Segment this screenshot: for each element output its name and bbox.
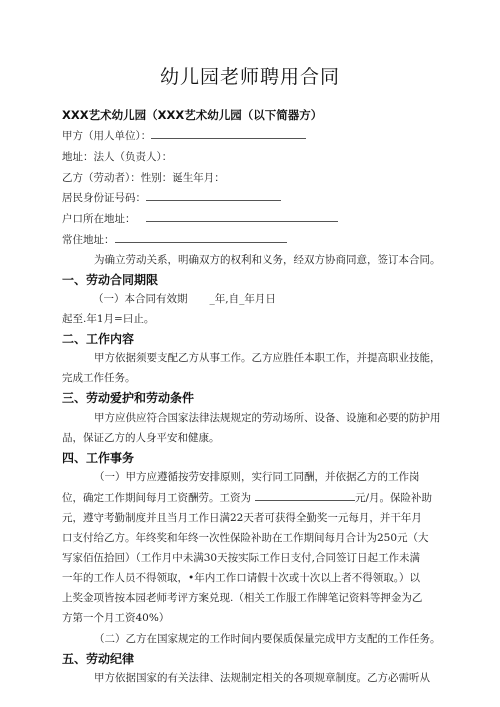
residence-label: 常住地址： (62, 234, 115, 246)
section-2-heading: 二、工作内容 (62, 332, 135, 346)
id-number-blank (146, 190, 281, 201)
hukou-label: 户口所在地址： (62, 213, 136, 225)
party-a-line (62, 128, 306, 143)
section-4-line-4: 口支付给乙方。年终奖和年终一次性保险补助在工作期间每月合计为250元（大 (62, 532, 429, 544)
section-3-line-1: 甲方应供应符合国家法律法规规定的劳动场所、设备、设施和必要的防护用 (94, 412, 441, 424)
section-3-heading: 三、劳动爱护和劳动条件 (62, 391, 195, 405)
salary-unit: 元/月。保险补助 (355, 492, 433, 504)
section-1-line-1 (93, 291, 276, 306)
section-4-line-6: 一年的工作人员不得领取，•年内工作口请假十次或十次以上者不得领取。）以 (62, 572, 420, 584)
term-label: （一）本合同有效期 (93, 293, 188, 305)
document-subtitle: XXX艺术幼儿园（XXX艺术幼儿园（以下简器方） (62, 108, 323, 122)
section-1-line-2: 起至.年1月=曰止。 (62, 313, 155, 325)
salary-blank (255, 490, 355, 501)
intro-paragraph: 为确立劳动关系，明确双方的权利和义务，经双方协商同意，签订本合同。 (94, 254, 441, 266)
section-3-line-2: 品，保证乙方的人身平安和健康。 (62, 432, 220, 444)
hukou-blank (146, 211, 338, 222)
document-title: 幼儿园老师聘用合同 (159, 66, 340, 88)
section-2-line-2: 完成工作任务。 (62, 372, 136, 384)
party-a-label: 甲方（用人单位）： (62, 130, 152, 142)
section-5-heading: 五、劳动纪律 (62, 652, 135, 666)
section-2-line-1: 甲方依据须要支配乙方从事工作。乙方应胜任本职工作，并提高职业技能， (94, 352, 441, 364)
section-4-line-1: （一）甲方应遵循按劳安排原则，实行同工同酬，并依据乙方的工作岗 (94, 471, 420, 483)
residence-line (62, 232, 287, 247)
section-1-heading: 一、劳动合同期限 (62, 273, 159, 287)
section-4-heading: 四、工作事务 (62, 451, 135, 465)
section-5-line-1: 甲方依据国家的有关法律、法规制定相关的各项规章制度。乙方必需听从 (94, 672, 430, 684)
address-line: 地址：法人（负责人）： (62, 151, 173, 163)
section-4-line-2 (62, 490, 432, 505)
term-dates: _年,自_年月日 (209, 293, 276, 305)
salary-label: 位，确定工作期间每月工资酬劳。工资为 (62, 492, 251, 504)
party-a-blank (151, 128, 306, 139)
section-4-line-3: 元，遵守考勤制度并且当月工作日满22天者可获得全勤奖一元每月，并干年月 (62, 512, 422, 524)
section-4-line-7: 上奖金项皆按本园老师考评方案兑现.（相关工作服工作牌笔记资料等押金为乙 (62, 592, 423, 604)
party-b-line: 乙方（劳动者）：性别：诞生年月： (62, 172, 225, 184)
section-4-line-8: 方第一个月工资40%） (62, 612, 170, 624)
id-number-line (62, 190, 281, 205)
hukou-line (62, 211, 338, 226)
section-4-line-9: （二）乙方在国家规定的工作时间内要保质保量完成甲方支配的工作任务。 (94, 633, 441, 645)
residence-blank (115, 232, 287, 243)
section-4-line-5: 写家佰伍拾回）（工作月中未满30天按实际工作日支付,合同签订日起工作未满 (62, 552, 420, 564)
id-number-label: 居民身份证号码： (62, 192, 146, 204)
